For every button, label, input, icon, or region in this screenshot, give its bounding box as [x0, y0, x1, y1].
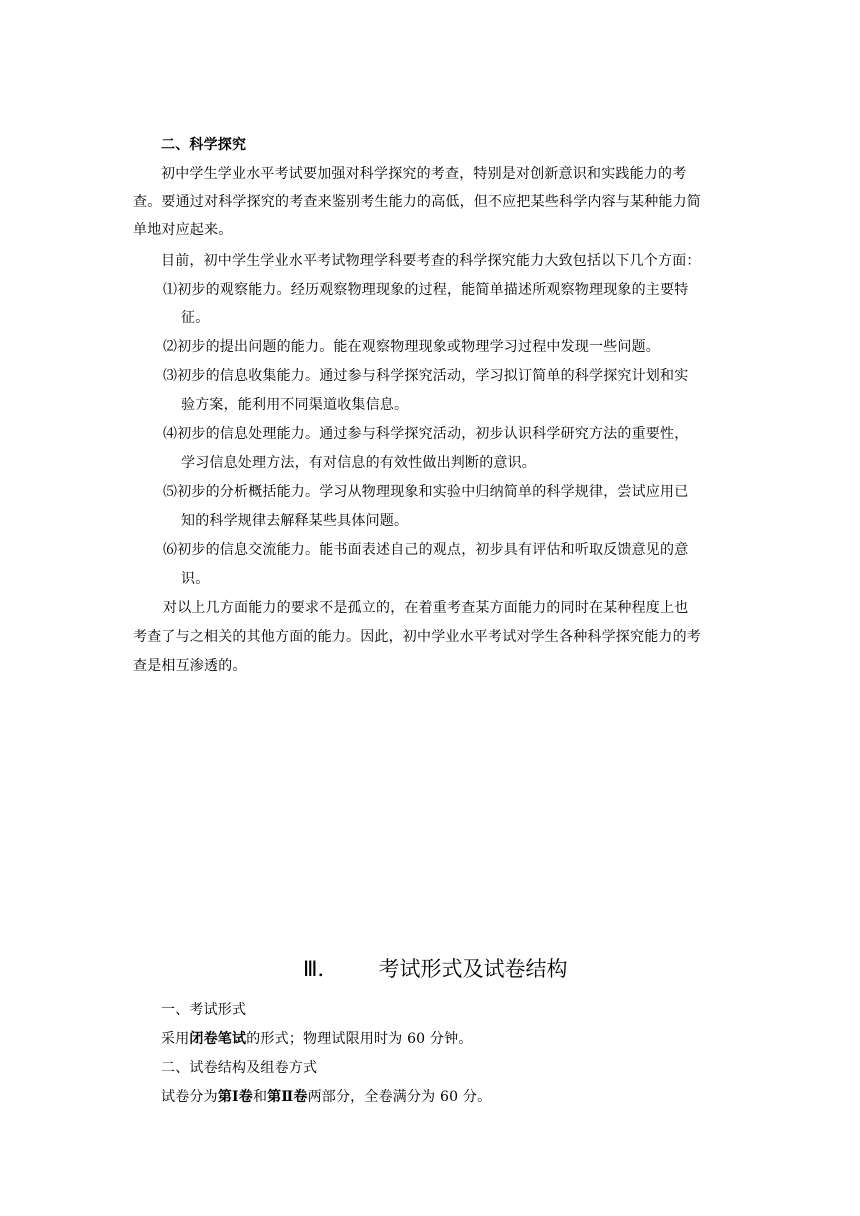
item-continuation: 识。: [181, 571, 210, 587]
item-text: 学习从物理现象和实验中归纳简单的科学规律，尝试应用已: [319, 484, 689, 500]
item-name: 初步的信息处理能力。: [177, 426, 320, 442]
item-number: ⑶: [163, 368, 178, 384]
subsection-title: 二、试卷结构及组卷方式: [161, 1060, 318, 1076]
text-run: 采用: [161, 1031, 190, 1047]
item-name: 初步的信息收集能力。: [177, 368, 320, 384]
paragraph-line: 对以上几方面能力的要求不是孤立的，在着重考查某方面能力的同时在某种程度上也: [163, 600, 689, 616]
item-continuation: 征。: [181, 310, 210, 326]
item-number: ⑹: [163, 542, 178, 558]
paragraph-line: 考查了与之相关的其他方面的能力。因此，初中学业水平考试对学生各种科学探究能力的考: [133, 629, 701, 645]
item-text: 经历观察物理现象的过程，能简单描述所观察物理现象的主要特: [290, 282, 689, 298]
emphasis: 闭卷笔试: [189, 1031, 247, 1047]
part-heading: [303, 955, 567, 983]
list-item: [163, 367, 688, 385]
text-run: 和: [252, 1089, 268, 1105]
part-number: Ⅲ．: [303, 957, 339, 981]
paragraph-line: 查。要通过对科学探究的考查来鉴别考生能力的高低，但不应把某些科学内容与某种能力简: [133, 194, 701, 210]
item-text: 通过参与科学探究活动，初步认识科学研究方法的重要性，: [319, 426, 689, 442]
text-run: 试卷分为: [161, 1089, 218, 1105]
text-run: 的形式；物理试限用时为 60 分钟。: [246, 1031, 473, 1047]
subsection-title: 一、考试形式: [161, 1002, 247, 1018]
paragraph-line: [161, 1088, 491, 1106]
list-item: [163, 483, 688, 501]
item-name: 初步的分析概括能力。: [177, 484, 320, 500]
list-item: [163, 541, 688, 559]
item-number: ⑸: [163, 484, 178, 500]
paragraph-line: 查是相互渗透的。: [133, 658, 247, 674]
paragraph-line: [161, 1030, 473, 1048]
item-text: 能书面表述自己的观点，初步具有评估和听取反馈意见的意: [319, 542, 689, 558]
emphasis: 第Ⅱ卷: [267, 1089, 308, 1105]
item-number: ⑵: [163, 339, 178, 355]
list-item: [163, 425, 688, 443]
item-continuation: 学习信息处理方法，有对信息的有效性做出判断的意识。: [181, 455, 536, 471]
item-number: ⑴: [163, 282, 178, 298]
emphasis: 第Ⅰ卷: [217, 1089, 253, 1105]
item-name: 初步的观察能力。: [177, 282, 291, 298]
list-item: [163, 281, 688, 299]
item-continuation: 验方案，能利用不同渠道收集信息。: [181, 397, 409, 413]
list-item: [163, 338, 660, 356]
item-name: 初步的信息交流能力。: [177, 542, 320, 558]
section-title: 二、科学探究: [161, 137, 247, 153]
part-title: 考试形式及试卷结构: [378, 957, 568, 981]
paragraph-line: 单地对应起来。: [133, 222, 233, 238]
item-name: 初步的提出问题的能力。: [177, 339, 334, 355]
item-continuation: 知的科学规律去解释某些具体问题。: [181, 513, 409, 529]
item-number: ⑷: [163, 426, 178, 442]
paragraph-line: 目前，初中学生学业水平考试物理学科要考查的科学探究能力大致包括以下几个方面：: [161, 253, 701, 269]
paragraph-line: 初中学生学业水平考试要加强对科学探究的考查，特别是对创新意识和实践能力的考: [161, 166, 687, 182]
text-run: 两部分，全卷满分为 60 分。: [307, 1089, 492, 1105]
item-text: 能在观察物理现象或物理学习过程中发现一些问题。: [333, 339, 661, 355]
item-text: 通过参与科学探究活动，学习拟订简单的科学探究计划和实: [319, 368, 689, 384]
